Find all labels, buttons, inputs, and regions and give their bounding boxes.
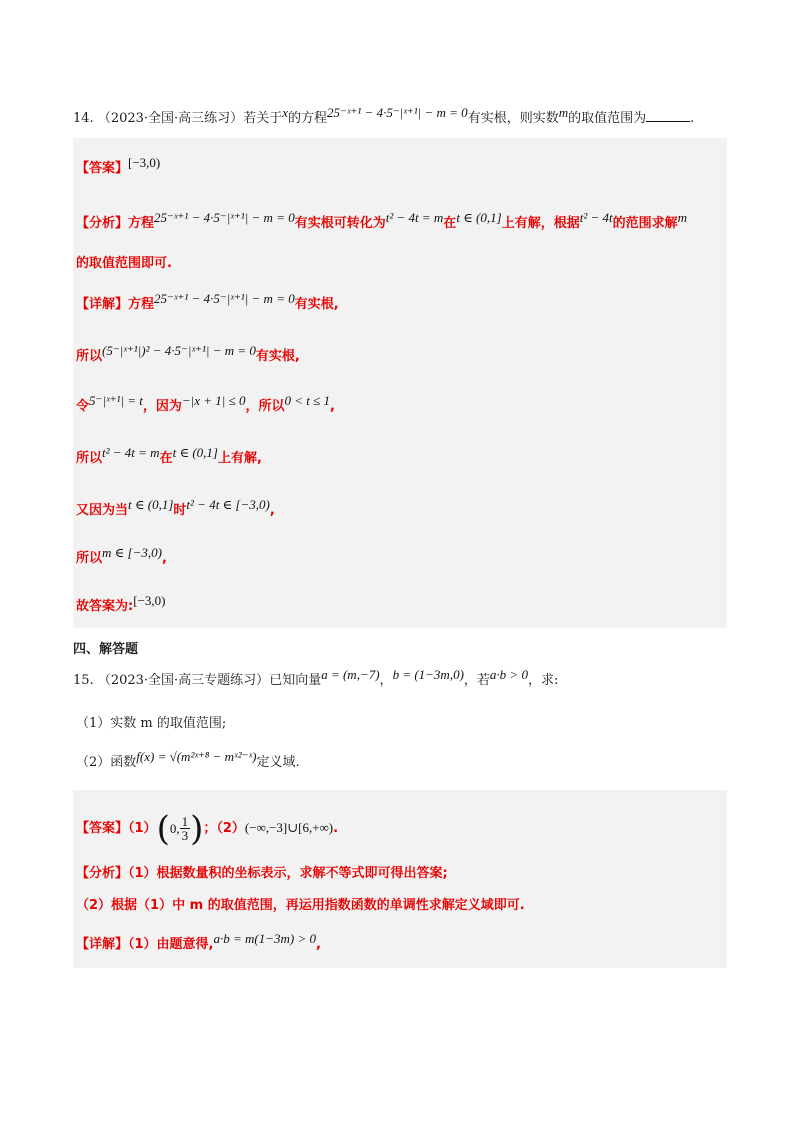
q14-detail-line-3: 令5⁻|ˣ⁺¹| = t，因为−|x + 1| ≤ 0，所以0 < t ≤ 1, <box>76 393 335 414</box>
answer-label: 【答案】 <box>76 161 129 176</box>
section-heading: 四、解答题 <box>73 642 139 657</box>
q14-analysis-line-1: 【分析】方程25⁻ˣ⁺¹ − 4·5⁻|ˣ⁺¹| − m = 0有实根可转化为t² − 4t = m在t ∈ (0,1]上有解，根据t² − 4t的范围求解m <box>76 210 688 231</box>
q15-part-2: （2）函数f(x) = √(m²ˣ⁺⁸ − mˣ²⁻ˣ)定义域. <box>76 749 300 770</box>
question-number: 15. <box>73 673 94 688</box>
q14-detail-line-6: 所以m ∈ [−3,0), <box>76 545 167 566</box>
equation: 25⁻ˣ⁺¹ − 4·5⁻|ˣ⁺¹| − m = 0 <box>327 105 468 120</box>
q15-part-1: （1）实数 m 的取值范围; <box>76 716 227 731</box>
q14-analysis-line-2: 的取值范围即可. <box>76 256 172 271</box>
function-definition: f(x) = √(m²ˣ⁺⁸ − mˣ²⁻ˣ) <box>136 749 257 764</box>
question-source: （2023·全国·高三专题练习） <box>97 673 270 688</box>
analysis-label: 【分析】 <box>76 866 129 881</box>
q14-detail-line-2: 所以(5⁻|ˣ⁺¹|)² − 4·5⁻|ˣ⁺¹| − m = 0有实根, <box>76 343 300 364</box>
detail-label: 【详解】 <box>76 297 129 312</box>
q15-answer: 【答案】（1）(0, $\frac{1}{3}$ )；（2）(−∞,−3]∪[6,+∞). <box>76 808 339 849</box>
question-source: （2023·全国·高三练习） <box>97 111 244 126</box>
math-x: x <box>282 105 288 120</box>
q14-detail-line-4: 所以t² − 4t = m在t ∈ (0,1]上有解, <box>76 445 262 466</box>
vector-a: a = (m,−7) <box>321 667 380 682</box>
q15-analysis-line-1: 【分析】（1）根据数量积的坐标表示，求解不等式即可得出答案; <box>76 866 448 881</box>
vector-b: b = (1−3m,0) <box>392 667 464 682</box>
detail-label: 【详解】 <box>76 937 129 952</box>
q15-analysis-line-2: （2）根据（1）中 m 的取值范围，再运用指数函数的单调性求解定义域即可. <box>76 898 525 913</box>
analysis-label: 【分析】 <box>76 216 129 231</box>
q14-detail-line-1: 【详解】方程25⁻ˣ⁺¹ − 4·5⁻|ˣ⁺¹| − m = 0有实根, <box>76 291 339 312</box>
question-15-stem: 15. （2023·全国·高三专题练习）已知向量a = (m,−7)，b = (1−3m,0)，若a·b > 0，求: <box>73 667 559 688</box>
q14-detail-line-7: 故答案为:[−3,0) <box>76 593 166 614</box>
q14-detail-line-5: 又因为当t ∈ (0,1]时t² − 4t ∈ [−3,0), <box>76 497 275 518</box>
answer-part-2: (−∞,−3]∪[6,+∞) <box>244 820 334 835</box>
q15-detail-line-1: 【详解】（1）由题意得,a·b = m(1−3m) > 0, <box>76 931 321 952</box>
q14-answer <box>76 155 161 179</box>
question-14-stem: 14. （2023·全国·高三练习）若关于x的方程25⁻ˣ⁺¹ − 4·5⁻|ˣ⁺¹| − m = 0有实根，则实数m的取值范围为 . <box>73 105 695 126</box>
answer-label: 【答案】 <box>76 821 129 836</box>
answer-value: [−3,0) <box>128 155 161 170</box>
fraction-one-third: $\frac{1}{3}$ <box>181 814 189 843</box>
math-m: m <box>558 105 569 120</box>
question-number: 14. <box>73 111 94 126</box>
dot-product-condition: a·b > 0 <box>489 667 528 682</box>
answer-blank <box>646 108 690 122</box>
